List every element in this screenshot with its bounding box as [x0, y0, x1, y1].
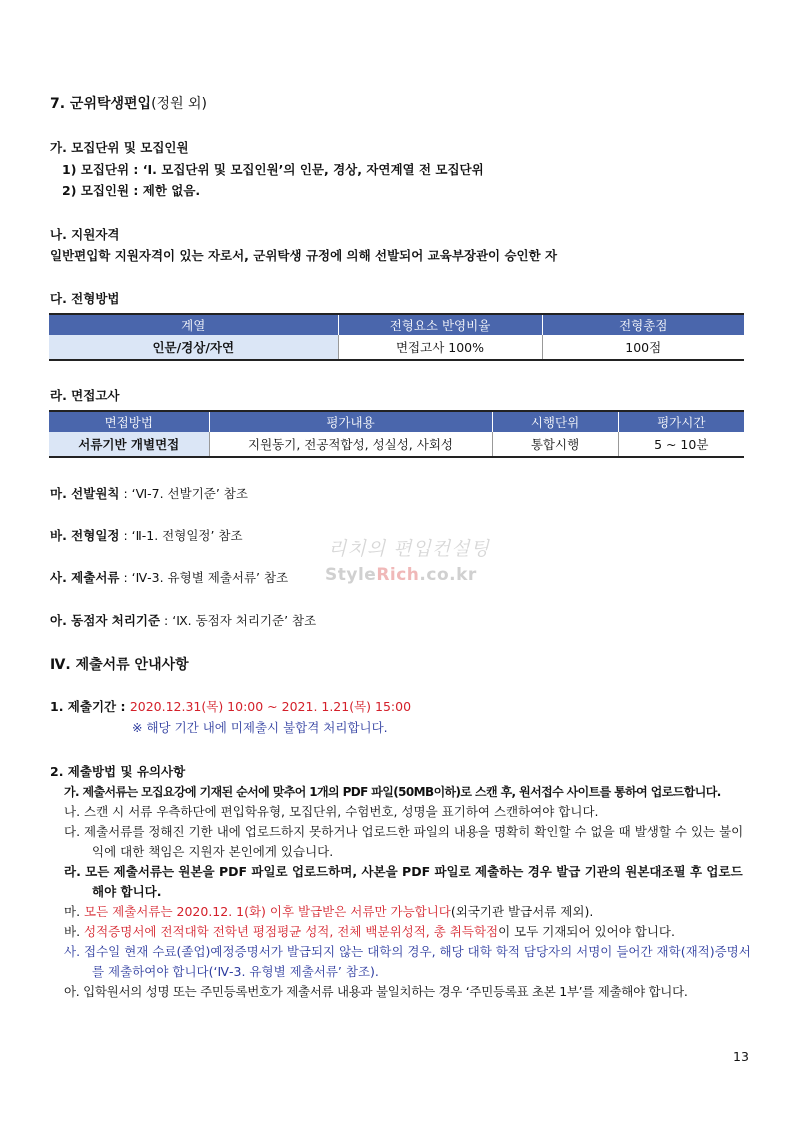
notice-rest: 이 모두 기재되어 있어야 합니다. [498, 924, 675, 939]
interview-table [49, 410, 744, 458]
watermark-url [325, 565, 477, 585]
notice-prefix: 바. [64, 924, 85, 939]
table-cell: 통합시행 [492, 432, 618, 457]
table-cell: 5 ~ 10분 [618, 432, 744, 457]
watermark-korean: 리치의 편입컨설팅 [328, 538, 490, 560]
table-header-cell: 평가내용 [209, 411, 492, 432]
submission-method-heading: 2. 제출방법 및 유의사항 [50, 764, 186, 779]
recruit-unit-item: 1) 모집단위 : ‘Ⅰ. 모집단위 및 모집인원’의 인문, 경상, 자연계열 전 모집단위 [62, 162, 484, 177]
tiebreak-ref [50, 611, 316, 629]
documents-ref [50, 568, 288, 586]
table-header-cell: 전형총점 [542, 314, 744, 335]
notice-highlight: 성적증명서에 전적대학 전학년 평점평균 성적, 전체 백분위성적, 총 취득학점 [84, 924, 499, 939]
section-iv-title: Ⅳ. 제출서류 안내사항 [50, 657, 189, 673]
notice-item [64, 922, 754, 942]
eligibility-heading: 나. 지원자격 [50, 227, 120, 242]
schedule-ref [50, 526, 243, 544]
page-number: 13 [733, 1049, 749, 1064]
notice-list [64, 782, 754, 1002]
watermark-url-part: Rich [376, 565, 420, 585]
submission-period-label: 1. 제출기간 : [50, 699, 130, 714]
ref-label: 사. 제출서류 [50, 570, 120, 585]
notice-item: 나. 스캔 시 서류 우측하단에 편입학유형, 모집단위, 수험번호, 성명을 표기하여 스캔하여야 합니다. [64, 804, 599, 819]
selection-principle-ref [50, 484, 248, 502]
table-header-row [49, 411, 744, 432]
ref-text: : ‘Ⅱ-1. 전형일정’ 참조 [119, 528, 243, 543]
table-cell: 서류기반 개별면접 [49, 432, 209, 457]
table-header-cell: 평가시간 [618, 411, 744, 432]
selection-method-heading: 다. 전형방법 [50, 291, 120, 306]
notice-rest: (외국기관 발급서류 제외). [450, 904, 594, 919]
table-header-cell: 면접방법 [49, 411, 209, 432]
table-cell: 100점 [542, 335, 744, 360]
table-header-row [49, 314, 744, 335]
table-header-cell: 계열 [49, 314, 338, 335]
table-row [49, 432, 744, 457]
table-cell: 면접고사 100% [338, 335, 542, 360]
selection-method-table [49, 313, 744, 361]
ref-label: 바. 전형일정 [50, 528, 120, 543]
table-row [49, 335, 744, 360]
notice-highlight: 모든 제출서류는 2020.12. 1(화) 이후 발급받은 서류만 가능합니다 [84, 904, 451, 919]
submission-period [50, 697, 411, 715]
section-title-text: 7. 군위탁생편입 [50, 96, 152, 112]
notice-item: 라. 모든 제출서류는 원본을 PDF 파일로 업로드하며, 사본을 PDF 파일로 제출하는 경우 발급 기관의 원본대조필 후 업로드해야 합니다. [64, 864, 743, 899]
section-title [50, 93, 207, 113]
submission-period-value: 2020.12.31(목) 10:00 ~ 2021. 1.21(목) 15:00 [129, 699, 412, 714]
notice-item: 다. 제출서류를 정해진 기한 내에 업로드하지 못하거나 업로드한 파일의 내용을 명확히 확인할 수 없을 때 발생할 수 있는 불이익에 대한 책임은 지원자 본인에게 있습니다. [64, 824, 744, 859]
notice-prefix: 마. [64, 904, 85, 919]
eligibility-text: 일반편입학 지원자격이 있는 자로서, 군위탁생 규정에 의해 선발되어 교육부장관이 승인한 자 [50, 248, 558, 263]
recruit-unit-heading: 가. 모집단위 및 모집인원 [50, 140, 189, 155]
ref-text: : ‘Ⅵ-7. 선발기준’ 참조 [119, 486, 248, 501]
notice-item: 사. 접수일 현재 수료(졸업)예정증명서가 발급되지 않는 대학의 경우, 해당 대학 학적 담당자의 서명이 들어간 재학(재적)증명서를 제출하여야 합니다(‘Ⅳ-3. 유형별 제출서류’ 참조). [64, 944, 751, 979]
ref-text: : ‘Ⅳ-3. 유형별 제출서류’ 참조 [119, 570, 289, 585]
notice-item: 가. 제출서류는 모집요강에 기재된 순서에 맞추어 1개의 PDF 파일(50MB이하)로 스캔 후, 원서접수 사이트를 통하여 업로드합니다. [64, 785, 721, 799]
submission-note: ※ 해당 기간 내에 미제출시 불합격 처리합니다. [132, 720, 388, 735]
table-cell: 지원동기, 전공적합성, 성실성, 사회성 [209, 432, 492, 457]
ref-text: : ‘Ⅸ. 동점자 처리기준’ 참조 [160, 613, 317, 628]
section-title-suffix: (정원 외) [151, 96, 208, 112]
table-cell: 인문/경상/자연 [49, 335, 338, 360]
ref-label: 아. 동점자 처리기준 [50, 613, 161, 628]
ref-label: 마. 선발원칙 [50, 486, 120, 501]
watermark-url-part: .co.kr [419, 565, 477, 585]
table-header-cell: 전형요소 반영비율 [338, 314, 542, 335]
recruit-count-item: 2) 모집인원 : 제한 없음. [62, 183, 201, 198]
table-header-cell: 시행단위 [492, 411, 618, 432]
watermark-url-part: Style [325, 565, 377, 585]
interview-heading: 라. 면접고사 [50, 388, 120, 403]
notice-item [64, 902, 754, 922]
notice-item: 아. 입학원서의 성명 또는 주민등록번호가 제출서류 내용과 불일치하는 경우 ‘주민등록표 초본 1부’를 제출해야 합니다. [64, 984, 688, 999]
